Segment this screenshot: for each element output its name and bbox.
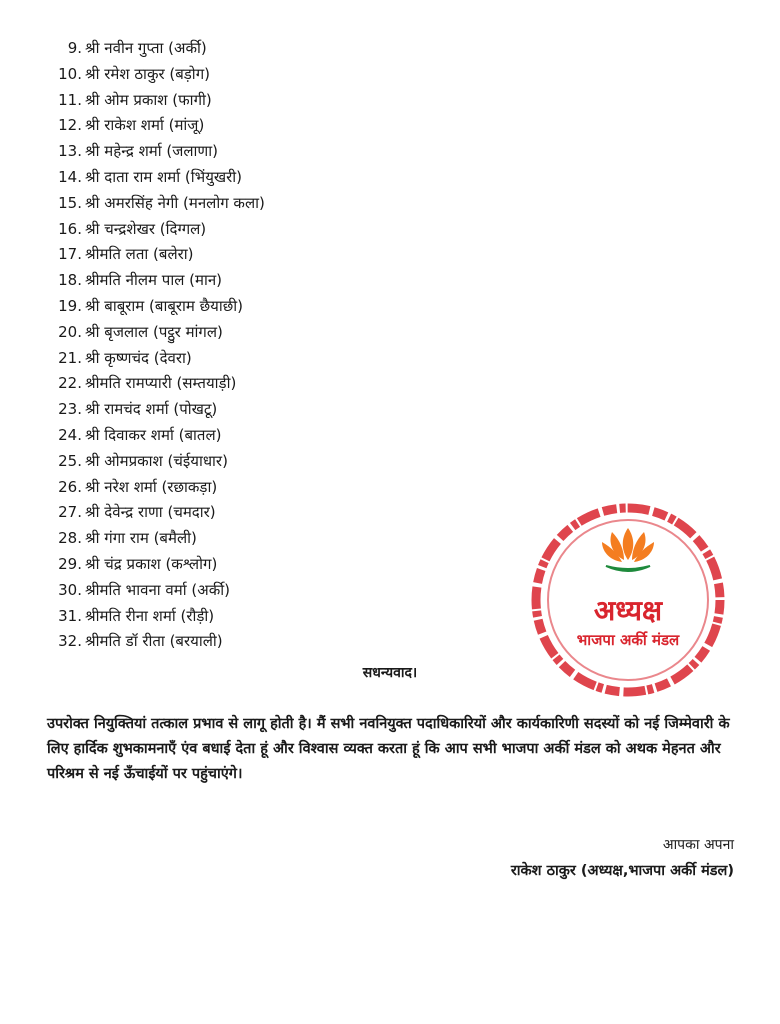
member-number: 28. (58, 529, 82, 548)
member-number: 15. (58, 193, 82, 212)
member-number: 25. (58, 451, 82, 470)
member-item (52, 165, 265, 191)
member-name: श्री नरेश शर्मा (रछाकड़ा) (85, 477, 218, 496)
member-number: 10. (58, 64, 82, 83)
member-name: श्रीमति नीलम पाल (मान) (85, 271, 223, 290)
member-item (52, 88, 265, 114)
president-stamp (528, 500, 728, 700)
member-number: 14. (58, 167, 82, 186)
member-number: 31. (58, 606, 82, 625)
member-name: श्री ओमप्रकाश (चंईयाधार) (85, 451, 228, 470)
member-item (52, 526, 265, 552)
member-name: श्री कृष्णचंद (देवरा) (85, 348, 192, 367)
member-name: श्री चन्द्रशेखर (दिग्गल) (85, 219, 207, 238)
member-item (52, 475, 265, 501)
member-number: 24. (58, 425, 82, 444)
member-number: 21. (58, 348, 82, 367)
member-name: श्री गंगा राम (बमैली) (85, 529, 197, 548)
member-name: श्री दिवाकर शर्मा (बातल) (85, 425, 222, 444)
member-number: 13. (58, 142, 82, 161)
member-name: श्री चंद्र प्रकाश (कश्लोग) (85, 554, 218, 573)
member-name: श्रीमति भावना वर्मा (अर्की) (85, 580, 230, 599)
member-name: श्री दाता राम शर्मा (भिंयुखरी) (85, 167, 243, 186)
member-number: 9. (67, 39, 82, 57)
member-item (52, 217, 265, 243)
member-item (52, 578, 265, 604)
member-item (52, 371, 265, 397)
member-name: श्रीमति रीना शर्मा (रौड़ी) (85, 606, 215, 625)
member-name: श्री अमरसिंह नेगी (मनलोग कला) (85, 193, 265, 212)
member-item (52, 294, 265, 320)
member-item (52, 268, 265, 294)
member-item (52, 449, 265, 475)
member-item (52, 320, 265, 346)
member-item (52, 423, 265, 449)
member-number: 29. (58, 554, 82, 573)
thanks-line: सधन्यवाद। (362, 665, 418, 681)
member-name: श्रीमति डॉ रीता (बरयाली) (85, 632, 223, 651)
member-item (52, 500, 265, 526)
member-item (52, 629, 265, 655)
lotus-icon (602, 528, 654, 571)
member-item (52, 139, 265, 165)
member-item (52, 604, 265, 630)
member-number: 11. (58, 90, 82, 109)
member-number: 27. (58, 503, 82, 522)
member-number: 17. (58, 245, 82, 264)
member-item (52, 346, 265, 372)
closing-paragraph: उपरोक्त नियुक्तियां तत्काल प्रभाव से लागू होती है। मैं सभी नवनियुक्त पदाधिकारियों और कार्यकारिणी सदस्यों को नई जिम्मेवारी के लिए हार्दिक शुभकामनाएँ एंव बधाई देता हूं और विश्वास व्यक्त करता हूं कि आप सभी भाजपा अर्की मंडल को अथक मेहनत और परिश्रम से नई ऊँचाईयों पर पहुंचाएंगे। (47, 716, 730, 782)
member-item (52, 36, 265, 62)
member-number: 32. (58, 632, 82, 651)
member-name: श्री देवेन्द्र राणा (चमदार) (85, 503, 216, 522)
member-number: 18. (58, 271, 82, 290)
member-name: श्रीमति रामप्यारी (सम्तयाड़ी) (85, 374, 237, 393)
member-name: श्री राकेश शर्मा (मांजू) (85, 116, 205, 135)
member-item (52, 242, 265, 268)
closing-salutation: आपका अपना (662, 837, 734, 853)
member-item (52, 113, 265, 139)
member-name: श्री रामचंद शर्मा (पोखटू) (85, 400, 218, 419)
member-item (52, 62, 265, 88)
stamp-title: अध्यक्ष (593, 594, 663, 627)
signature-line: राकेश ठाकुर (अध्यक्ष,भाजपा अर्की मंडल) (510, 863, 734, 879)
member-name: श्रीमति लता (बलेरा) (85, 245, 194, 264)
member-name: श्री बृजलाल (पट्ठुर मांगल) (85, 322, 223, 341)
member-name: श्री महेन्द्र शर्मा (जलाणा) (85, 142, 219, 161)
member-item (52, 552, 265, 578)
member-number: 12. (58, 116, 82, 135)
stamp-subtitle: भाजपा अर्की मंडल (576, 631, 680, 649)
member-name: श्री ओम प्रकाश (फागी) (85, 90, 212, 109)
member-number: 20. (58, 322, 82, 341)
member-number: 26. (58, 477, 82, 496)
member-item (52, 191, 265, 217)
member-name: श्री बाबूराम (बाबूराम छैयाछी) (85, 296, 244, 315)
member-name: श्री नवीन गुप्ता (अर्की) (85, 39, 207, 57)
member-number: 19. (58, 296, 82, 315)
member-number: 23. (58, 400, 82, 419)
stamp-graphic (528, 500, 728, 700)
member-number: 30. (58, 580, 82, 599)
member-list (52, 36, 265, 655)
member-number: 22. (58, 374, 82, 393)
member-number: 16. (58, 219, 82, 238)
member-item (52, 397, 265, 423)
member-name: श्री रमेश ठाकुर (बड़ोग) (85, 64, 210, 83)
